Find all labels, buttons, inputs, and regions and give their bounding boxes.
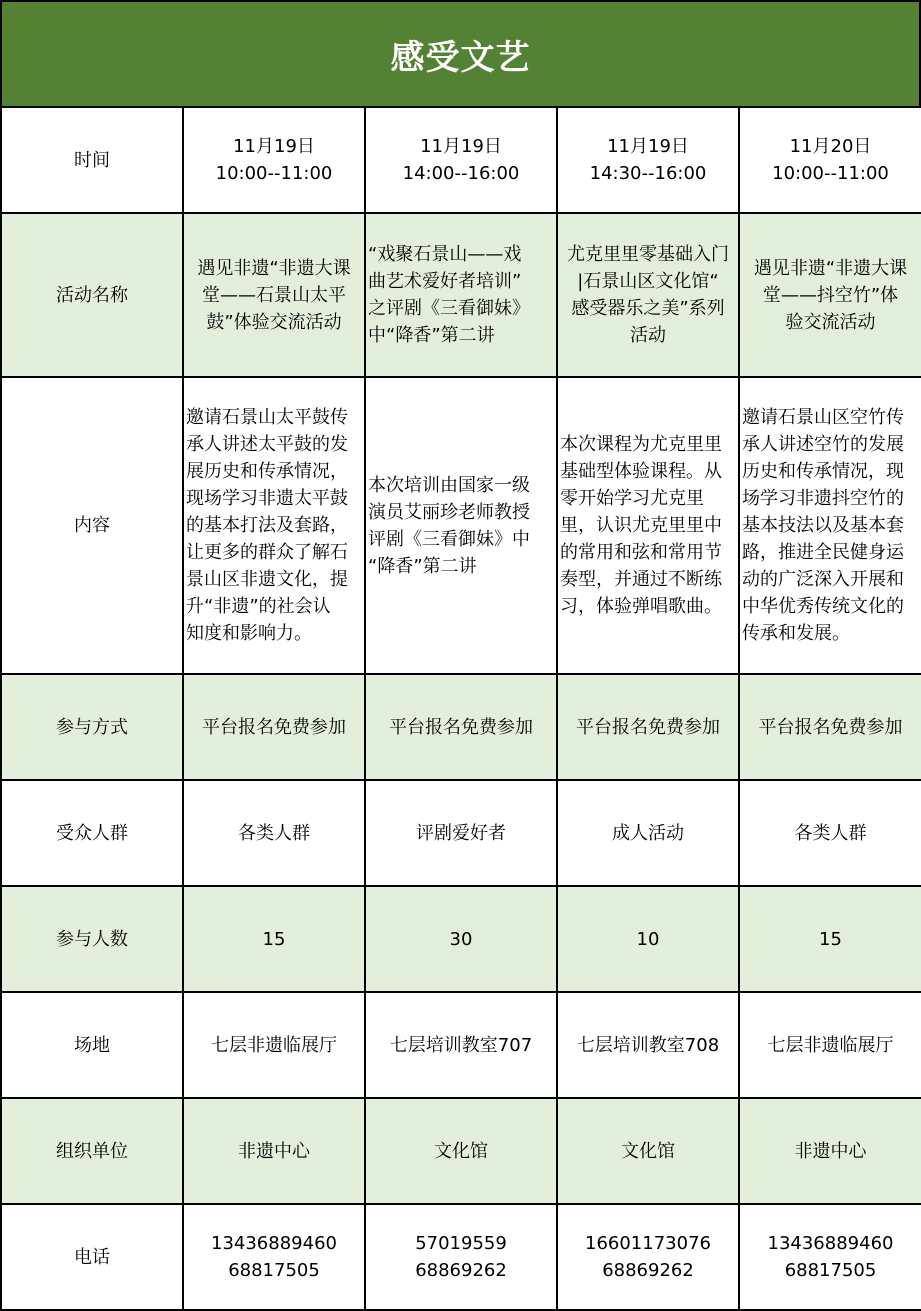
participation-cell: 平台报名免费参加 [557,674,739,780]
participation-cell: 平台报名免费参加 [739,674,921,780]
phone-cell: 16601173076 68869262 [557,1204,739,1310]
row-label-organizer: 组织单位 [1,1098,183,1204]
phone-cell: 13436889460 68817505 [183,1204,365,1310]
row-label-count: 参与人数 [1,886,183,992]
venue-cell: 七层非遗临展厅 [739,992,921,1098]
phone-cell: 57019559 68869262 [365,1204,557,1310]
venue-cell: 七层非遗临展厅 [183,992,365,1098]
row-organizer [1,1098,921,1204]
row-count [1,886,921,992]
time-cell: 11月20日 10:00--11:00 [739,107,921,213]
content-cell: 本次培训由国家一级 演员艾丽珍老师教授 评剧《三看御妹》中 “降香”第二讲 [365,377,557,674]
row-participation [1,674,921,780]
row-label-audience: 受众人群 [1,780,183,886]
row-audience [1,780,921,886]
row-phone [1,1204,921,1310]
phone-cell: 13436889460 68817505 [739,1204,921,1310]
audience-cell: 各类人群 [183,780,365,886]
organizer-cell: 文化馆 [365,1098,557,1204]
count-cell: 10 [557,886,739,992]
row-venue [1,992,921,1098]
row-label-content: 内容 [1,377,183,674]
page-title: 感受文艺 [390,37,531,78]
time-cell: 11月19日 14:30--16:00 [557,107,739,213]
row-activity-name [1,213,921,377]
row-label-venue: 场地 [1,992,183,1098]
activity-name-cell: 尤克里里零基础入门 |石景山区文化馆“ 感受器乐之美”系列 活动 [557,213,739,377]
row-time [1,107,921,213]
count-cell: 15 [739,886,921,992]
audience-cell: 各类人群 [739,780,921,886]
schedule-table [0,106,921,1311]
content-cell: 邀请石景山太平鼓传 承人讲述太平鼓的发 展历史和传承情况， 现场学习非遗太平鼓 的基本打法及套路， 让更多的群众了解石 景山区非遗文化，提 升“非遗”的社会认 知度和影响力。 [183,377,365,674]
count-cell: 15 [183,886,365,992]
row-content [1,377,921,674]
audience-cell: 成人活动 [557,780,739,886]
content-cell: 邀请石景山区空竹传 承人讲述空竹的发展 历史和传承情况，现 场学习非遗抖空竹的 基本技法以及基本套 路，推进全民健身运 动的广泛深入开展和 中华优秀传统文化的 传承和发展。 [739,377,921,674]
content-cell: 本次课程为尤克里里 基础型体验课程。从 零开始学习尤克里 里，认识尤克里里中 的常用和弦和常用节 奏型，并通过不断练 习，体验弹唱歌曲。 [557,377,739,674]
participation-cell: 平台报名免费参加 [183,674,365,780]
title-bar [0,0,921,108]
organizer-cell: 非遗中心 [183,1098,365,1204]
activity-name-cell: “戏聚石景山——戏 曲艺术爱好者培训” 之评剧《三看御妹》 中“降香”第二讲 [365,213,557,377]
time-cell: 11月19日 10:00--11:00 [183,107,365,213]
venue-cell: 七层培训教室707 [365,992,557,1098]
activity-name-cell: 遇见非遗“非遗大课 堂——石景山太平 鼓”体验交流活动 [183,213,365,377]
audience-cell: 评剧爱好者 [365,780,557,886]
organizer-cell: 文化馆 [557,1098,739,1204]
row-label-participation: 参与方式 [1,674,183,780]
activity-name-cell: 遇见非遗“非遗大课 堂——抖空竹”体 验交流活动 [739,213,921,377]
count-cell: 30 [365,886,557,992]
venue-cell: 七层培训教室708 [557,992,739,1098]
row-label-activity-name: 活动名称 [1,213,183,377]
organizer-cell: 非遗中心 [739,1098,921,1204]
time-cell: 11月19日 14:00--16:00 [365,107,557,213]
row-label-phone: 电话 [1,1204,183,1310]
row-label-time: 时间 [1,107,183,213]
participation-cell: 平台报名免费参加 [365,674,557,780]
